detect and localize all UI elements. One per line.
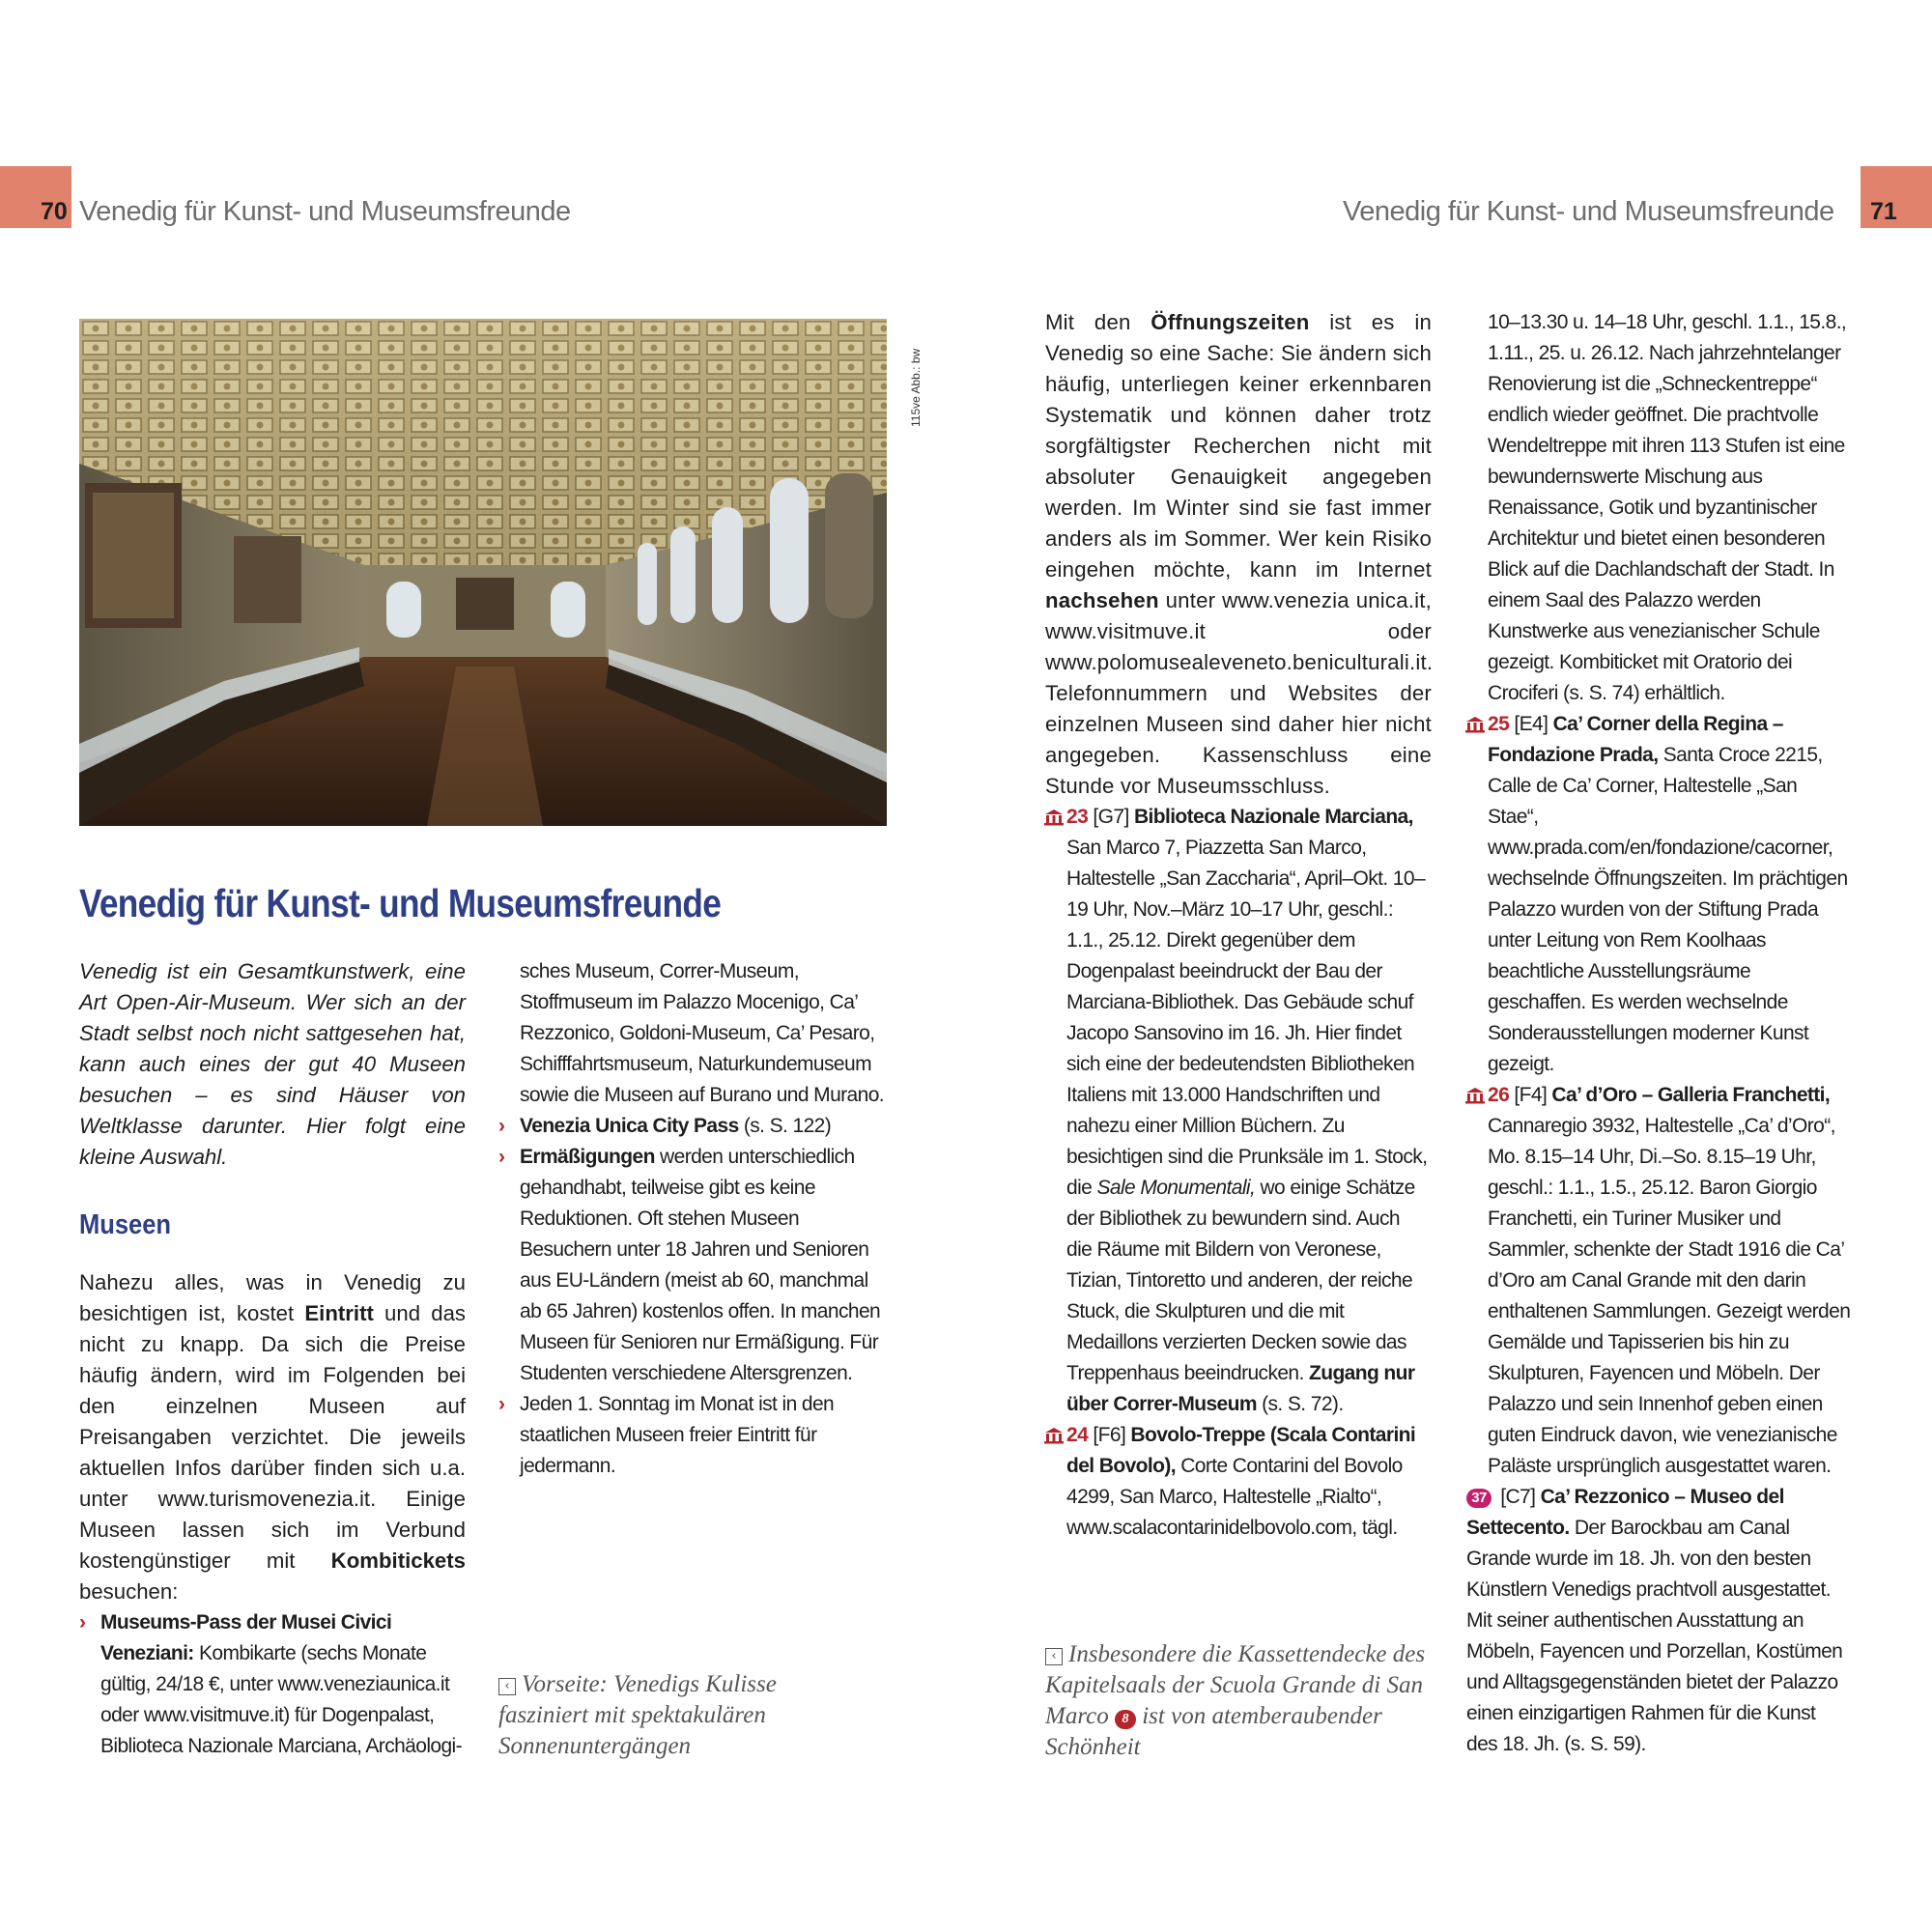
photo-credit [892, 319, 923, 430]
caption-text: Vorseite: Venedigs Kulisse fasziniert mit spektakulären Sonnenuntergängen [498, 1671, 777, 1759]
section-title: Venedig für Kunst- und Museumsfreunde [79, 881, 722, 925]
text-bold: Venezia Unica City Pass [520, 1115, 739, 1137]
museum-icon [1043, 809, 1065, 826]
entry-number: 24 [1066, 1424, 1089, 1446]
museum-entry-23 [1045, 802, 1428, 1420]
entry-number: 23 [1066, 806, 1089, 828]
column-two [498, 956, 885, 1482]
running-head: Venedig für Kunst- und Museumsfreunde [1343, 196, 1834, 227]
page-number: 71 [1870, 198, 1897, 225]
map-pin-badge: 8 [1115, 1710, 1136, 1729]
text-bold: Öffnungszeiten [1151, 310, 1310, 334]
photo-credit-text: 115ve Abb.: bw [909, 348, 923, 427]
entry-number: 25 [1488, 713, 1510, 735]
entry-name: Biblioteca Nazionale Marciana, [1133, 806, 1413, 828]
text-bold: Eintritt [304, 1301, 374, 1325]
map-ref: [C7] [1495, 1486, 1541, 1508]
list-item [498, 1389, 885, 1482]
museum-entry-25 [1466, 709, 1851, 1080]
text: Mit den [1045, 310, 1151, 334]
text: unter www.venezia unica.it, www.visitmuve.it oder www.polomusealeveneto.beniculturali.it. Telefonnummern und Websites der einzelnen Museen sind daher hier nicht angegeben. Kassenschluss eine Stunde vor Museumsschluss. [1045, 588, 1434, 798]
caption-text: Insbesondere die Kassettendecke des Kapitelsaals der Scuola Grande di San Marco [1045, 1641, 1426, 1729]
continuation-text: sches Museum, Correr-Museum, Stoffmuseum im Palazzo Mocenigo, Ca’ Rezzonico, Goldoni-Museum, Ca’ Pesaro, Schifffahrtsmuseum, Naturkundemuseum sowie die Museen auf Burano und Murano. [520, 960, 885, 1106]
museum-entry-24 [1045, 1420, 1428, 1544]
text: Santa Croce 2215, Calle de Ca’ Corner, Haltestelle „San Stae“, www.prada.com/en/fondazione/cacorner, wechselnde Öffnungszeiten. Im prächtigen Palazzo wurden von der Stiftung Prada unter Leitung von Rem Koolhaas beachtliche Ausstellungsräume geschaffen. Es werden wechselnde Sonderausstellungen moderner Kunst gezeigt. [1488, 744, 1848, 1075]
text: besuchen: [79, 1579, 179, 1604]
chevron-right-icon: › [498, 1393, 505, 1415]
column-three-entries [1045, 802, 1428, 1544]
text: Der Barockbau am Canal Grande wurde im 18. Jh. von den besten Künstlern Venedigs prachtvoll ausgestattet. Mit seiner authentischen Ausstattung an Möbeln, Fayencen und Porzellan, Kostümen und Alltagsgegenständen bietet der Palazzo einen einzigartigen Rahmen für die Kunst des 18. Jh. (s. S. 59). [1466, 1517, 1843, 1755]
text-bold: Museums-Pass der Musei Civici Veneziani: [100, 1611, 392, 1664]
photo-caption [498, 1669, 866, 1762]
photo-caption [1045, 1639, 1432, 1763]
right-page [966, 0, 1932, 1932]
text: (s. S. 72). [1256, 1393, 1344, 1415]
text: ist es in Venedig so eine Sache: Sie ändern sich häufig, unterliegen keiner erkennbaren Systematik und können daher trotz sorgfältigster Recherchen nicht mit absoluter Genauigkeit angegeben werden. Im Winter sind sie fast immer anders als im Sommer. Wer kein Risiko eingehen möchte, kann im Internet [1045, 310, 1432, 582]
text: wo einige Schätze der Bibliothek zu bewundern sind. Auch die Räume mit Bildern von Veronese, Tizian, Tintoretto und anderen, der reiche Stuck, die Skulpturen und die mit Medaillons verzierten Decken sowie das Treppenhaus beeindrucken. [1066, 1177, 1415, 1384]
chevron-right-icon: › [498, 1146, 505, 1168]
running-head: Venedig für Kunst- und Museumsfreunde [79, 196, 571, 227]
museum-icon [1043, 1427, 1065, 1444]
intro-paragraph: Venedig ist ein Gesamtkunstwerk, eine Art Open-Air-Museum. Wer sich an der Stadt selbst noch nicht sattgesehen hat, kann auch eines der gut 40 Museen besuchen – es sind Häuser von Weltklasse darunter. Hier folgt eine kleine Auswahl. [79, 959, 466, 1169]
text-bold: Kombitickets [330, 1548, 466, 1573]
text: werden unterschiedlich gehandhabt, teilweise gibt es keine Reduktionen. Oft stehen Museen Besuchern unter 18 Jahren und Senioren aus EU-Ländern (meist ab 60, manchmal ab 65 Jahren) kostenlos offen. In manchen Museen für Senioren nur Ermäßigung. Für Studenten verschiedene Altersgrenzen. [520, 1146, 881, 1384]
library-hall-illustration [79, 319, 887, 826]
entry-name: Ca’ Rezzonico – Museo del Settecento. [1466, 1486, 1784, 1539]
oeffnungszeiten-paragraph [1045, 307, 1432, 802]
text-bold: Zugang nur über Correr-Museum [1066, 1362, 1415, 1415]
text: Nahezu alles, was in Venedig zu besichtigen ist, kostet [79, 1270, 466, 1325]
text: Cannaregio 3932, Haltestelle „Ca’ d’Oro“, Mo. 8.15–14 Uhr, Di.–So. 8.15–19 Uhr, geschl.: 1.1., 1.5., 25.12. Baron Giorgio Franchetti, ein Turiner Musiker und Sammler, schenkte der Stadt 1916 die Ca’ d’Oro am Canal Grande mit den darin enthaltenen Sammlungen. Gezeigt werden Gemälde und Tapisserien bis hin zu Skulpturen, Fayencen und Möbeln. Der Palazzo und sein Innenhof geben einen guten Eindruck davon, wie venezianische Paläste ursprünglich ausgestattet waren. [1488, 1115, 1851, 1477]
list-item [79, 1607, 471, 1762]
column-four [1466, 307, 1851, 1760]
map-ref: [F6] [1088, 1424, 1131, 1446]
entry-number: 26 [1488, 1084, 1510, 1106]
text: Jeden 1. Sonntag im Monat ist in den staatlichen Museen freier Eintritt für jedermann. [520, 1393, 835, 1477]
museum-icon [1464, 1087, 1486, 1104]
caption-arrow-icon: ‹ [1045, 1648, 1063, 1665]
museum-entry-37 [1466, 1482, 1851, 1760]
text: San Marco 7, Piazzetta San Marco, Haltestelle „San Zaccharia“, April–Okt. 10–19 Uhr, Nov.–März 10–17 Uhr, geschl.: 1.1., 25.12. Direkt gegenüber dem Dogenpalast beeindruckt der Bau der Marciana-Bibliothek. Das Gebäude schuf Jacopo Sansovino im 16. Jh. Hier findet sich eine der bedeutendsten Bibliotheken Italiens mit 13.000 Handschriften und nahezu einer Million Büchern. Zu besichtigen sind die Prunksäle im 1. Stock, die [1066, 837, 1428, 1199]
bullet-museums-pass [79, 1607, 471, 1762]
chevron-right-icon: › [79, 1611, 86, 1634]
entry-name: Ca’ d’Oro – Galleria Franchetti, [1551, 1084, 1831, 1106]
entry-name: Bovolo-Treppe (Scala Contarini del Bovolo), [1066, 1424, 1416, 1477]
museum-icon [1464, 716, 1486, 733]
map-ref: [G7] [1088, 806, 1134, 828]
museen-heading: Museen [79, 1209, 172, 1240]
list-item [498, 1111, 885, 1142]
map-ref: [F4] [1509, 1084, 1552, 1106]
map-ref: [E4] [1509, 713, 1553, 735]
continuation-text: 10–13.30 u. 14–18 Uhr, geschl. 1.1., 15.8., 1.11., 25. u. 26.12. Nach jahrzehntelanger Renovierung ist die „Schneckentreppe“ endlich wieder geöffnet. Die prachtvolle Wendeltreppe mit ihren 113 Stufen ist eine bewundernswerte Mischung aus Renaissance, Gotik und byzantinischer Architektur und bietet einen besonderen Blick auf die Dachlandschaft der Stadt. In einem Saal des Palazzo werden Kunstwerke aus venezianischer Schule gezeigt. Kombiticket mit Oratorio dei Crociferi (s. S. 74) erhältlich. [1488, 311, 1847, 704]
caption-text: ist von atemberaubender Schönheit [1045, 1703, 1382, 1760]
text-bold: nachsehen [1045, 588, 1159, 612]
library-hall-photo [79, 319, 887, 826]
museen-paragraph [79, 1267, 466, 1607]
museum-entry-26 [1466, 1080, 1851, 1482]
text-bold: Ermäßigungen [520, 1146, 655, 1168]
text-italic: Sale Monumentali, [1096, 1177, 1256, 1199]
chevron-right-icon: › [498, 1115, 505, 1137]
text: (s. S. 122) [738, 1115, 832, 1137]
text: und das nicht zu knapp. Da sich die Preise häufig ändern, wird im Folgenden bei den einzelnen Museen auf Preisangaben verzichtet. Die jeweils aktuellen Infos darüber finden sich u.a. unter www.turismovenezia.it. Einige Museen lassen sich im Verbund kostengünstiger mit [79, 1301, 467, 1573]
caption-arrow-icon: ‹ [498, 1678, 516, 1695]
text: Kombikarte (sechs Monate gültig, 24/18 €, unter www.veneziaunica.it oder www.visitmuve.it) für Dogenpalast, Biblioteca Nazionale Marciana, Archäologi- [100, 1642, 463, 1757]
map-pin-badge: 37 [1466, 1489, 1492, 1508]
text: Corte Contarini del Bovolo 4299, San Marco, Haltestelle „Rialto“, www.scalacontarinidelbovolo.com, tägl. [1066, 1455, 1403, 1539]
list-item [498, 1142, 885, 1389]
page-number: 70 [41, 198, 68, 225]
entry-name: Ca’ Corner della Regina – Fondazione Prada, [1488, 713, 1783, 766]
